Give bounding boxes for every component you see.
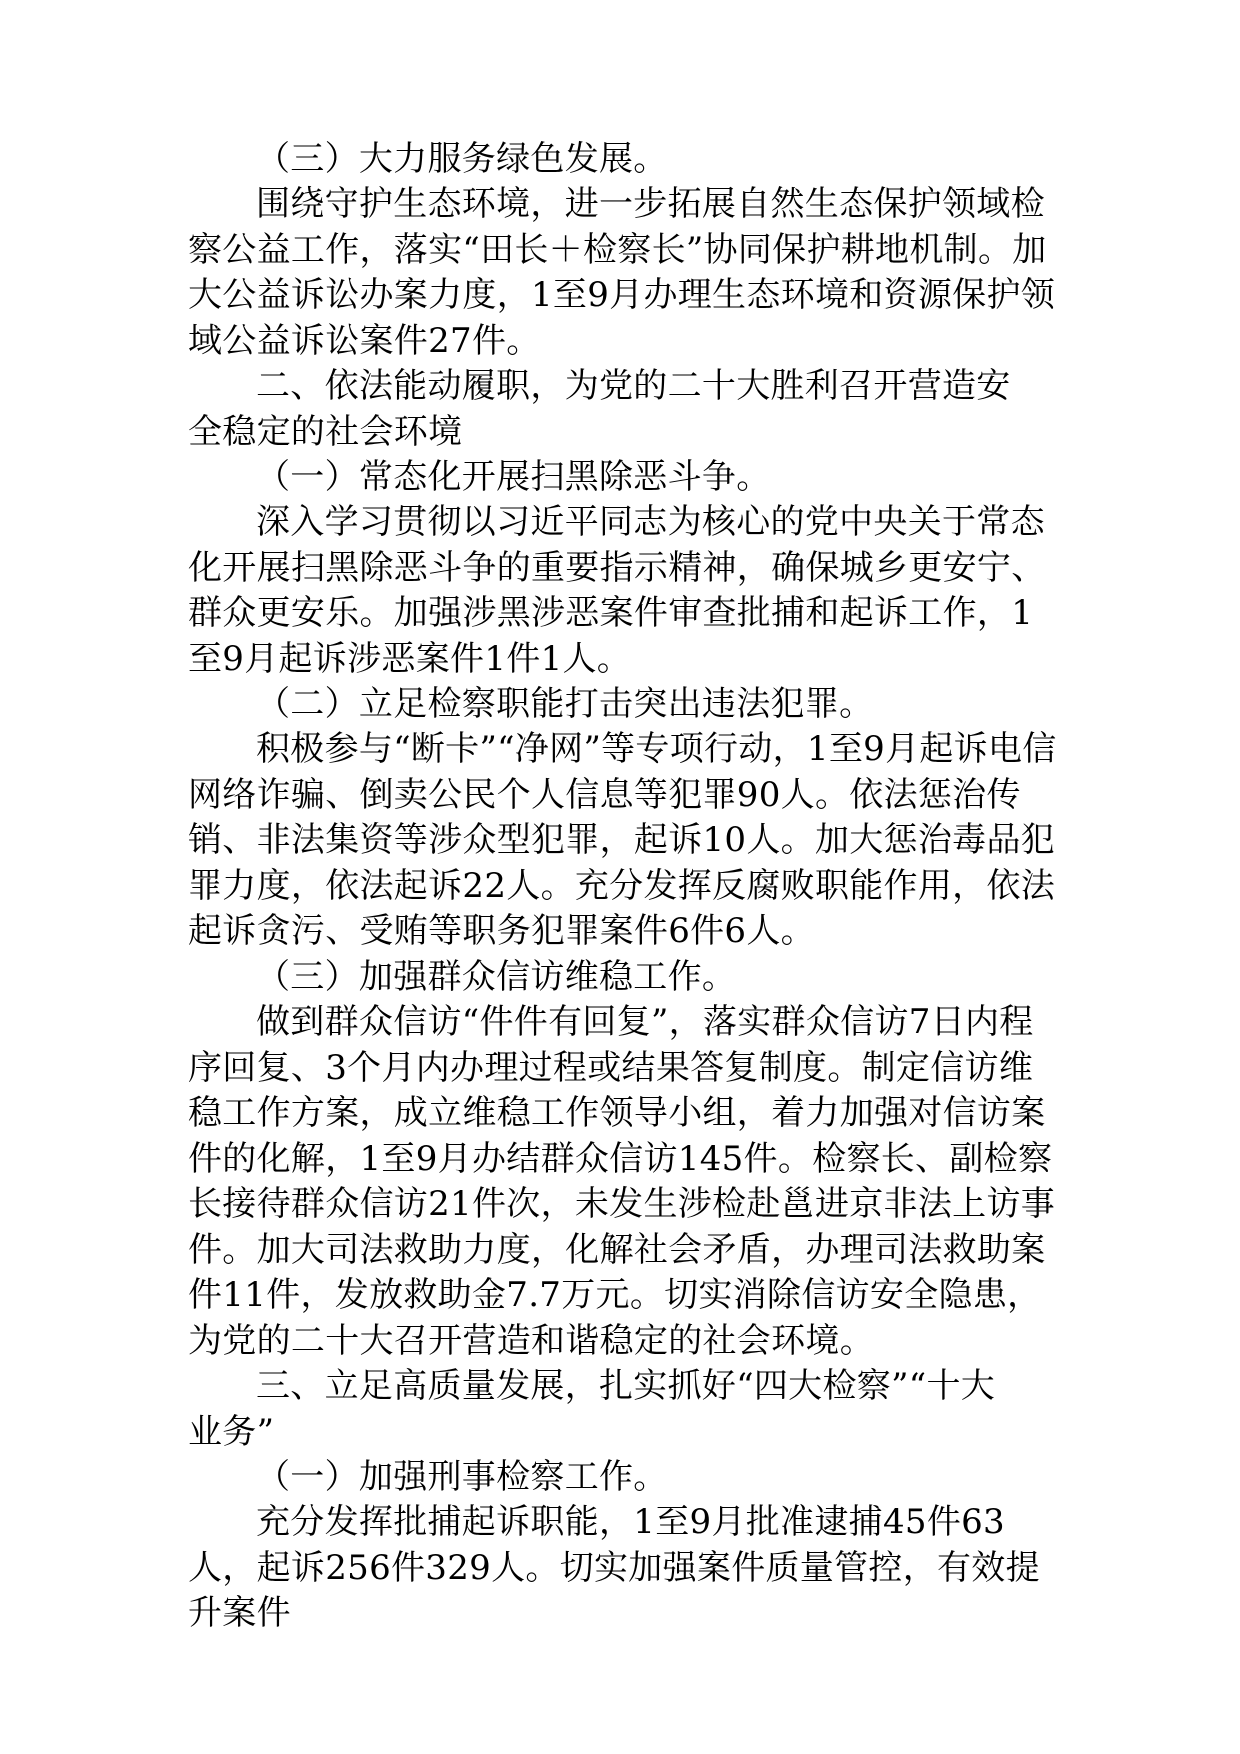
chapter-heading-2: 二、依法能动履职，为党的二十大胜利召开营造安全稳定的社会环境 [188,366,1011,452]
paragraph-ecology: 围绕守护生态环境，进一步拓展自然生态保护领域检察公益工作，落实“田长＋检察长”协同保护耕地机制。加大公益诉讼办案力度，1至9月办理生态环境和资源保护领域公益诉讼案件27件。 [188,184,1056,361]
section-heading-green-development: （三）大力服务绿色发展。 [256,139,668,179]
section-heading-crime: （二）立足检察职能打击突出违法犯罪。 [256,684,874,724]
paragraph-criminal: 充分发挥批捕起诉职能，1至9月批准逮捕45件63人，起诉256件329人。切实加强案件质量管控，有效提升案件 [188,1502,1040,1633]
chapter-heading-3: 三、立足高质量发展，扎实抓好“四大检察”“十大业务” [188,1366,996,1452]
section-heading-petition: （三）加强群众信访维稳工作。 [256,957,737,997]
paragraph-anti-gang: 深入学习贯彻以习近平同志为核心的党中央关于常态化开展扫黑除恶斗争的重要指示精神，确保城乡更安宁、群众更安乐。加强涉黑涉恶案件审查批捕和起诉工作，1至9月起诉涉恶案件1件1人。 [188,502,1046,679]
paragraph-petition: 做到群众信访“件件有回复”，落实群众信访7日内程序回复、3个月内办理过程或结果答复制度。制定信访维稳工作方案，成立维稳工作领导小组，着力加强对信访案件的化解，1至9月办结群众信访145件。检察长、副检察长接待群众信访21件次，未发生涉检赴邕进京非法上访事件。加大司法救助力度，化解社会矛盾，办理司法救助案件11件，发放救助金7.7万元。切实消除信访安全隐患，为党的二十大召开营造和谐稳定的社会环境。 [188,1002,1056,1361]
paragraph-crime: 积极参与“断卡”“净网”等专项行动，1至9月起诉电信网络诈骗、倒卖公民个人信息等犯罪90人。依法惩治传销、非法集资等涉众型犯罪，起诉10人。加大惩治毒品犯罪力度，依法起诉22人。充分发挥反腐败职能作用，依法起诉贪污、受贿等职务犯罪案件6件6人。 [188,729,1057,951]
section-heading-criminal: （一）加强刑事检察工作。 [256,1457,668,1497]
section-heading-anti-gang: （一）常态化开展扫黑除恶斗争。 [256,457,771,497]
